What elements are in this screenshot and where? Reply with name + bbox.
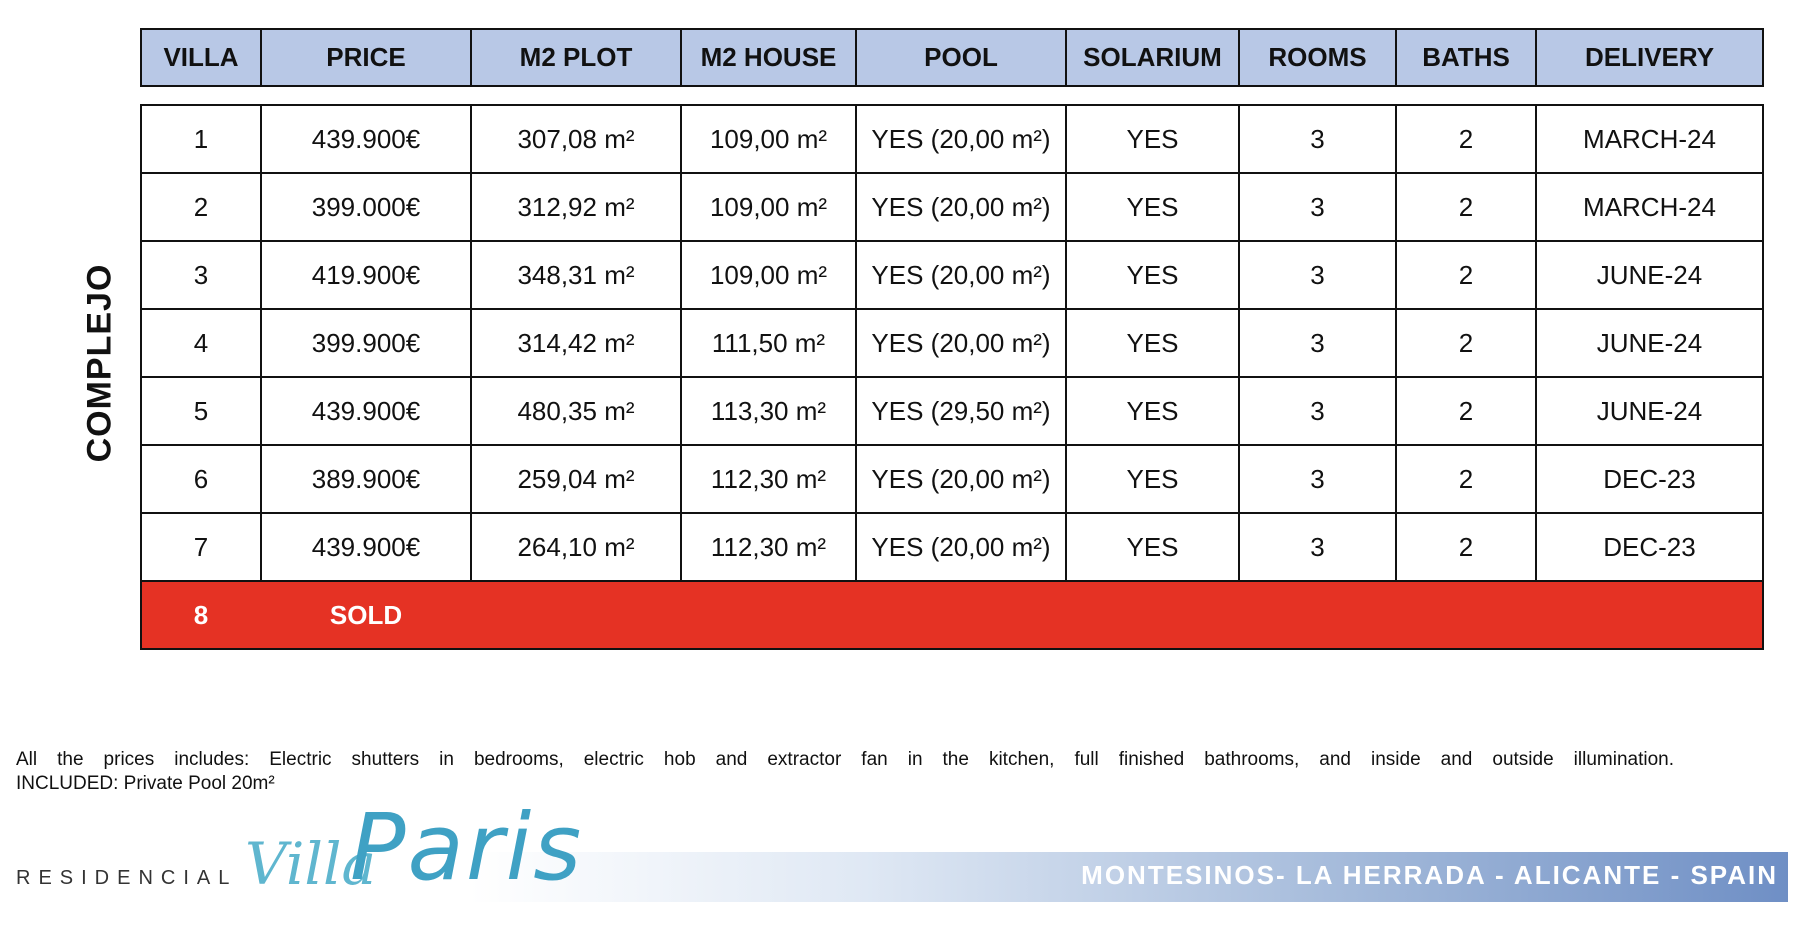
cell-m2-house: 113,30 m²: [681, 377, 856, 445]
cell-price: 439.900€: [261, 513, 471, 581]
cell-m2-plot: 314,42 m²: [471, 309, 681, 377]
sold-status: SOLD: [261, 581, 471, 649]
cell-price: 439.900€: [261, 105, 471, 173]
footnote-included-pool: INCLUDED: Private Pool 20m²: [16, 773, 275, 794]
column-header-villa: VILLA: [141, 29, 261, 86]
sold-empty-cell: [471, 581, 681, 649]
column-header-m2-plot: M2 PLOT: [471, 29, 681, 86]
banner-location: MONTESINOS- LA HERRADA - ALICANTE - SPAIN: [1081, 860, 1778, 890]
cell-villa: 7: [141, 513, 261, 581]
table-row: [141, 445, 1763, 513]
cell-price: 389.900€: [261, 445, 471, 513]
logo-paris: Paris: [350, 794, 584, 901]
cell-delivery: JUNE-24: [1536, 241, 1763, 309]
logo-villa: Villa: [245, 830, 377, 898]
cell-villa: 1: [141, 105, 261, 173]
table-row: [141, 309, 1763, 377]
cell-rooms: 3: [1239, 173, 1396, 241]
column-header-rooms: ROOMS: [1239, 29, 1396, 86]
cell-m2-house: 109,00 m²: [681, 173, 856, 241]
table-row: [141, 377, 1763, 445]
cell-m2-plot: 348,31 m²: [471, 241, 681, 309]
cell-m2-house: 111,50 m²: [681, 309, 856, 377]
cell-solarium: YES: [1066, 241, 1239, 309]
cell-delivery: DEC-23: [1536, 445, 1763, 513]
sold-empty-cell: [1396, 581, 1536, 649]
cell-villa: 5: [141, 377, 261, 445]
price-table: [140, 104, 1764, 650]
table-row: [141, 173, 1763, 241]
cell-solarium: YES: [1066, 445, 1239, 513]
table-row: [141, 105, 1763, 173]
column-header-price: PRICE: [261, 29, 471, 86]
cell-pool: YES (20,00 m²): [856, 309, 1066, 377]
price-table-header: [140, 28, 1764, 87]
cell-rooms: 3: [1239, 513, 1396, 581]
cell-baths: 2: [1396, 513, 1536, 581]
cell-price: 439.900€: [261, 377, 471, 445]
price-footnote: [16, 748, 1776, 796]
cell-baths: 2: [1396, 173, 1536, 241]
cell-rooms: 3: [1239, 105, 1396, 173]
column-header-m2-house: M2 HOUSE: [681, 29, 856, 86]
cell-price: 399.900€: [261, 309, 471, 377]
cell-price: 399.000€: [261, 173, 471, 241]
column-header-solarium: SOLARIUM: [1066, 29, 1239, 86]
cell-solarium: YES: [1066, 105, 1239, 173]
cell-villa: 2: [141, 173, 261, 241]
table-row: [141, 513, 1763, 581]
cell-delivery: MARCH-24: [1536, 105, 1763, 173]
column-header-pool: POOL: [856, 29, 1066, 86]
table-row: [141, 241, 1763, 309]
cell-m2-house: 109,00 m²: [681, 105, 856, 173]
cell-m2-house: 112,30 m²: [681, 445, 856, 513]
cell-rooms: 3: [1239, 309, 1396, 377]
cell-rooms: 3: [1239, 241, 1396, 309]
cell-villa: 6: [141, 445, 261, 513]
cell-rooms: 3: [1239, 445, 1396, 513]
cell-villa: 3: [141, 241, 261, 309]
cell-pool: YES (29,50 m²): [856, 377, 1066, 445]
side-label-complejo: COMPLEJO: [80, 263, 119, 463]
cell-pool: YES (20,00 m²): [856, 241, 1066, 309]
cell-delivery: DEC-23: [1536, 513, 1763, 581]
cell-solarium: YES: [1066, 309, 1239, 377]
cell-pool: YES (20,00 m²): [856, 445, 1066, 513]
cell-solarium: YES: [1066, 377, 1239, 445]
sold-row: [141, 581, 1763, 649]
cell-baths: 2: [1396, 105, 1536, 173]
footer-banner: [0, 794, 1800, 910]
sold-empty-cell: [856, 581, 1066, 649]
column-header-delivery: DELIVERY: [1536, 29, 1763, 86]
cell-pool: YES (20,00 m²): [856, 173, 1066, 241]
cell-solarium: YES: [1066, 173, 1239, 241]
column-header-baths: BATHS: [1396, 29, 1536, 86]
cell-m2-house: 109,00 m²: [681, 241, 856, 309]
cell-pool: YES (20,00 m²): [856, 105, 1066, 173]
header-row: [141, 29, 1763, 86]
cell-m2-plot: 307,08 m²: [471, 105, 681, 173]
sold-empty-cell: [1536, 581, 1763, 649]
cell-delivery: JUNE-24: [1536, 309, 1763, 377]
sold-villa-number: 8: [141, 581, 261, 649]
cell-m2-plot: 480,35 m²: [471, 377, 681, 445]
cell-m2-plot: 259,04 m²: [471, 445, 681, 513]
logo-residencial: RESIDENCIAL: [16, 867, 238, 889]
sold-empty-cell: [1066, 581, 1239, 649]
cell-m2-house: 112,30 m²: [681, 513, 856, 581]
cell-m2-plot: 312,92 m²: [471, 173, 681, 241]
cell-baths: 2: [1396, 445, 1536, 513]
cell-villa: 4: [141, 309, 261, 377]
sold-empty-cell: [1239, 581, 1396, 649]
cell-pool: YES (20,00 m²): [856, 513, 1066, 581]
cell-price: 419.900€: [261, 241, 471, 309]
cell-delivery: JUNE-24: [1536, 377, 1763, 445]
footnote-includes: All the prices includes: Electric shutters in bedrooms, electric hob and extractor fan in the kitchen, full finished bathrooms, and inside and outside illumination.: [16, 749, 1674, 770]
cell-solarium: YES: [1066, 513, 1239, 581]
cell-delivery: MARCH-24: [1536, 173, 1763, 241]
cell-baths: 2: [1396, 377, 1536, 445]
cell-rooms: 3: [1239, 377, 1396, 445]
cell-baths: 2: [1396, 241, 1536, 309]
cell-m2-plot: 264,10 m²: [471, 513, 681, 581]
sold-empty-cell: [681, 581, 856, 649]
cell-baths: 2: [1396, 309, 1536, 377]
